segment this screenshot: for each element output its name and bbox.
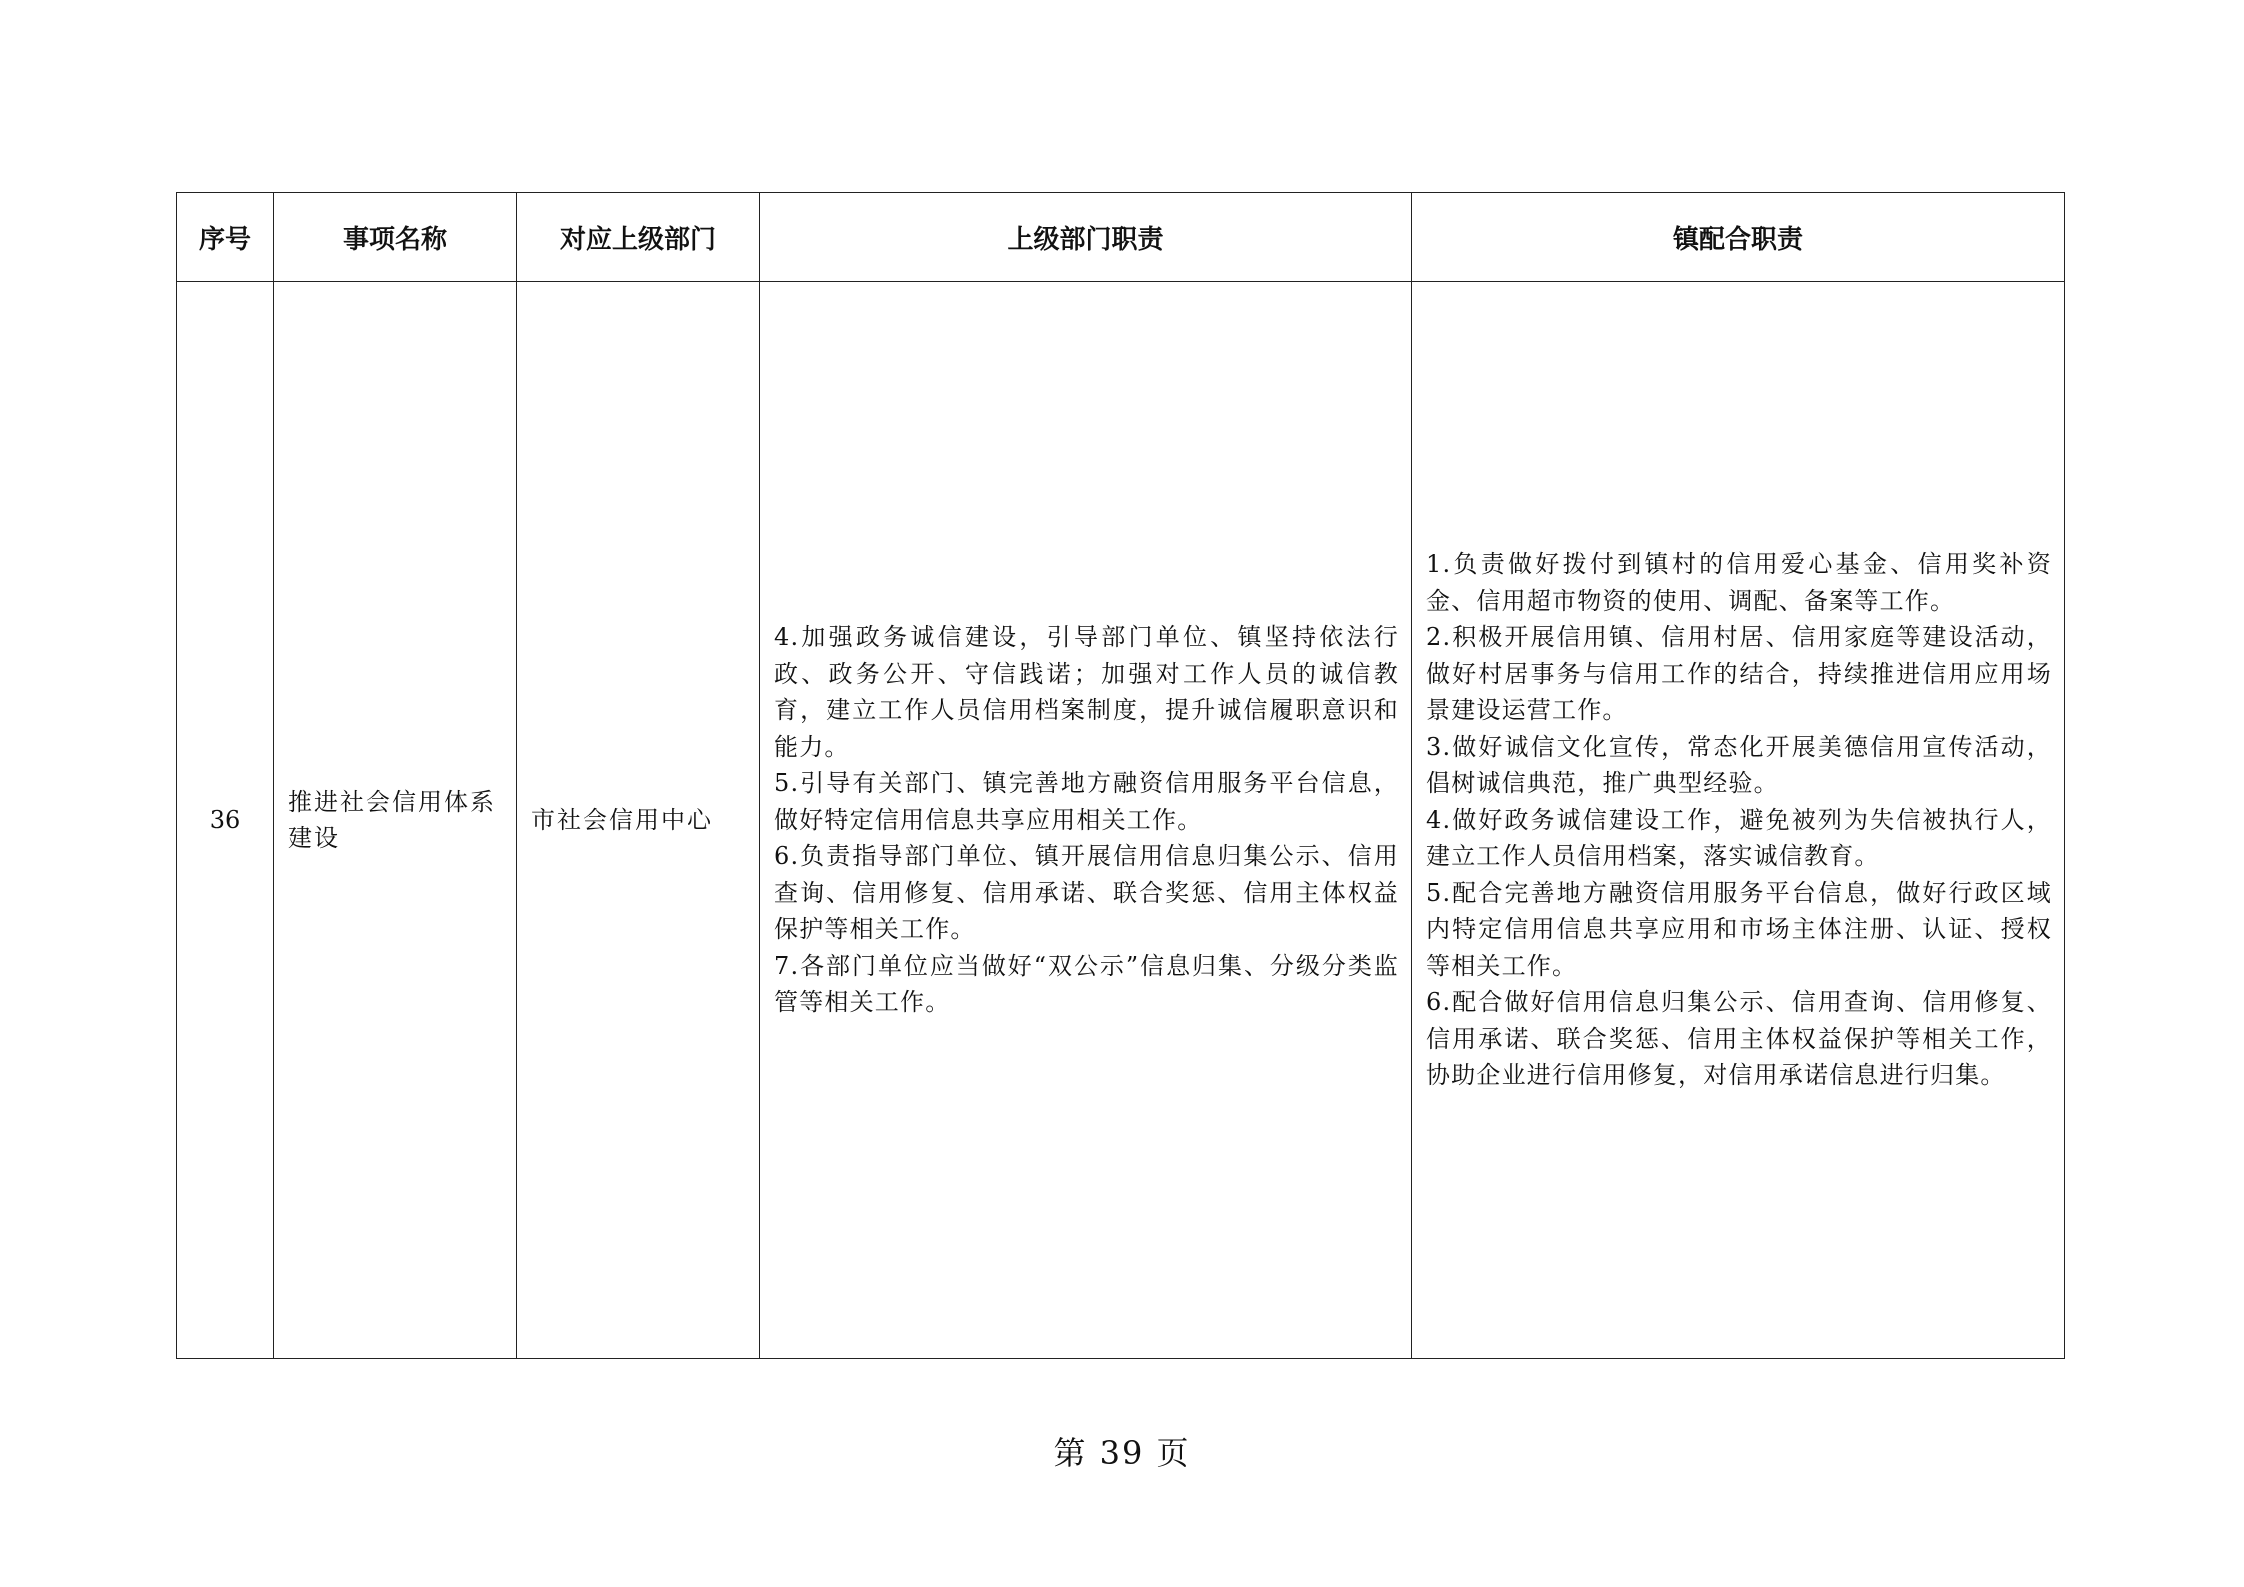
cell-town-duties: [1412, 282, 2065, 1359]
header-item-name: 事项名称: [274, 193, 517, 282]
header-serial-no: 序号: [177, 193, 274, 282]
header-superior-duties: 上级部门职责: [760, 193, 1412, 282]
header-superior-dept: 对应上级部门: [517, 193, 760, 282]
superior-duty-item: 5.引导有关部门、镇完善地方融资信用服务平台信息，做好特定信用信息共享应用相关工作。: [774, 769, 1399, 834]
town-duty-item: 2.积极开展信用镇、信用村居、信用家庭等建设活动，做好村居事务与信用工作的结合，持续推进信用应用场景建设运营工作。: [1426, 623, 2052, 725]
town-duty-item: 5.配合完善地方融资信用服务平台信息，做好行政区域内特定信用信息共享应用和市场主体注册、认证、授权等相关工作。: [1426, 878, 2052, 980]
table-header-row: [177, 193, 2065, 282]
town-duty-item: 4.做好政务诚信建设工作，避免被列为失信被执行人，建立工作人员信用档案，落实诚信教育。: [1426, 805, 2052, 871]
responsibility-table: [176, 192, 2065, 1359]
page-number: 第 39 页: [1053, 1434, 1191, 1472]
cell-superior-duties: [760, 282, 1412, 1359]
town-duty-item: 1.负责做好拨付到镇村的信用爱心基金、信用奖补资金、信用超市物资的使用、调配、备案等工作。: [1426, 550, 2052, 615]
superior-duty-item: 6.负责指导部门单位、镇开展信用信息归集公示、信用查询、信用修复、信用承诺、联合奖惩、信用主体权益保护等相关工作。: [774, 842, 1399, 944]
town-duty-item: 6.配合做好信用信息归集公示、信用查询、信用修复、信用承诺、联合奖惩、信用主体权益保护等相关工作，协助企业进行信用修复，对信用承诺信息进行归集。: [1426, 988, 2052, 1090]
cell-superior-dept: 市社会信用中心: [517, 282, 760, 1359]
cell-item-name: 推进社会信用体系建设: [274, 282, 517, 1359]
table-row: [177, 282, 2065, 1359]
town-duty-item: 3.做好诚信文化宣传，常态化开展美德信用宣传活动，倡树诚信典范，推广典型经验。: [1426, 732, 2052, 798]
superior-duty-item: 4.加强政务诚信建设，引导部门单位、镇坚持依法行政、政务公开、守信践诺；加强对工作人员的诚信教育，建立工作人员信用档案制度，提升诚信履职意识和能力。: [774, 623, 1399, 761]
header-town-duties: 镇配合职责: [1412, 193, 2065, 282]
superior-duty-item: 7.各部门单位应当做好“双公示”信息归集、分级分类监管等相关工作。: [774, 951, 1399, 1017]
cell-serial-no: 36: [177, 282, 274, 1359]
